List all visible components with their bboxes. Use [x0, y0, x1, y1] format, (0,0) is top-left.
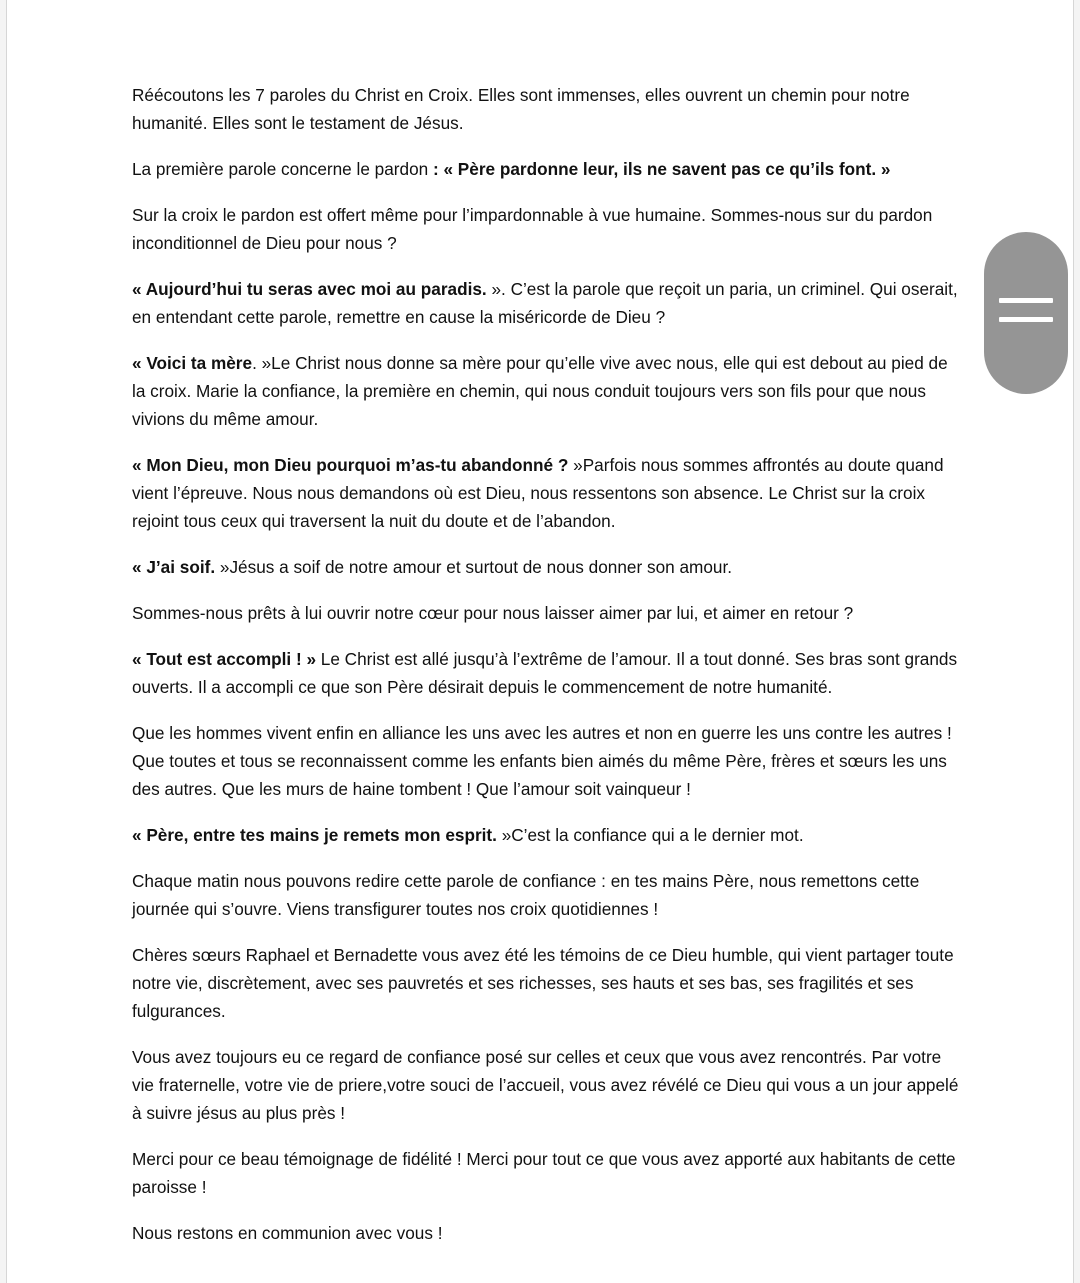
body-text: Réécoutons les 7 paroles du Christ en Croix. Elles sont immenses, elles ouvrent un chemin pour notre humanité. Elles sont le testament de Jésus.	[132, 85, 910, 133]
scroll-handle[interactable]	[984, 232, 1068, 394]
paragraph	[132, 1043, 962, 1127]
paragraph	[132, 81, 962, 137]
body-text: Le Christ est allé jusqu’à l’extrême de l’amour. Il a tout donné. Ses bras sont grands ouverts. Il a accompli ce que son Père désirait depuis le commencement de notre humanité.	[132, 649, 958, 697]
quote-text: « Père, entre tes mains je remets mon esprit.	[132, 825, 497, 845]
body-text: Vous avez toujours eu ce regard de confiance posé sur celles et ceux que vous avez rencontrés. Par votre vie fraternelle, votre vie de priere,votre souci de l’accueil, vous avez révélé ce Dieu qui vous a un jour appelé à suivre jésus au plus près !	[132, 1047, 959, 1123]
quote-text: « Mon Dieu, mon Dieu pourquoi m’as-tu abandonné ?	[132, 455, 569, 475]
body-text: Sur la croix le pardon est offert même pour l’impardonnable à vue humaine. Sommes-nous sur du pardon inconditionnel de Dieu pour nous ?	[132, 205, 933, 253]
paragraph	[132, 599, 962, 627]
quote-text: : « Père pardonne leur, ils ne savent pas ce qu’ils font. »	[432, 159, 891, 179]
document-page	[6, 0, 1074, 1283]
document-body	[132, 81, 962, 1265]
paragraph	[132, 275, 962, 331]
body-text: »C’est la confiance qui a le dernier mot.	[496, 825, 804, 845]
paragraph	[132, 451, 962, 535]
paragraph	[132, 941, 962, 1025]
paragraph	[132, 349, 962, 433]
body-text: »Parfois nous sommes affrontés au doute quand vient l’épreuve. Nous nous demandons où est Dieu, nous ressentons son absence. Le Christ sur la croix rejoint tous ceux qui traversent la nuit du doute et de l’abandon.	[132, 455, 944, 531]
body-text: »Jésus a soif de notre amour et surtout de nous donner son amour.	[215, 557, 733, 577]
quote-text: « Voici ta mère	[132, 353, 253, 373]
paragraph	[132, 1219, 962, 1247]
body-text: La première parole concerne le pardon	[132, 159, 433, 179]
quote-text: « J’ai soif.	[132, 557, 216, 577]
paragraph	[132, 821, 962, 849]
body-text: ». C’est la parole que reçoit un paria, un criminel. Qui oserait, en entendant cette parole, remettre en cause la miséricorde de Dieu ?	[132, 279, 958, 327]
paragraph	[132, 867, 962, 923]
body-text: Chères sœurs Raphael et Bernadette vous avez été les témoins de ce Dieu humble, qui vient partager toute notre vie, discrètement, avec ses pauvretés et ses richesses, ses hauts et ses bas, ses fragilités et ses fulgurances.	[132, 945, 954, 1021]
drag-handle-icon	[999, 317, 1053, 322]
paragraph	[132, 553, 962, 581]
drag-handle-icon	[999, 298, 1053, 303]
body-text: Chaque matin nous pouvons redire cette parole de confiance : en tes mains Père, nous remettons cette journée qui s’ouvre. Viens transfigurer toutes nos croix quotidiennes !	[132, 871, 920, 919]
paragraph	[132, 645, 962, 701]
quote-text: « Tout est accompli ! »	[132, 649, 317, 669]
body-text: Merci pour ce beau témoignage de fidélité ! Merci pour tout ce que vous avez apporté aux habitants de cette paroisse !	[132, 1149, 956, 1197]
paragraph	[132, 1145, 962, 1201]
body-text: Nous restons en communion avec vous !	[132, 1223, 443, 1243]
body-text: Sommes-nous prêts à lui ouvrir notre cœur pour nous laisser aimer par lui, et aimer en retour ?	[132, 603, 854, 623]
quote-text: « Aujourd’hui tu seras avec moi au paradis.	[132, 279, 487, 299]
paragraph	[132, 719, 962, 803]
paragraph	[132, 201, 962, 257]
paragraph	[132, 155, 962, 183]
body-text: . »Le Christ nous donne sa mère pour qu’elle vive avec nous, elle qui est debout au pied de la croix. Marie la confiance, la première en chemin, qui nous conduit toujours vers son fils pour que nous vivions du même amour.	[132, 353, 948, 429]
body-text: Que les hommes vivent enfin en alliance les uns avec les autres et non en guerre les uns contre les autres ! Que toutes et tous se reconnaissent comme les enfants bien aimés du même Père, frères et sœurs les uns des autres. Que les murs de haine tombent ! Que l’amour soit vainqueur !	[132, 723, 952, 799]
